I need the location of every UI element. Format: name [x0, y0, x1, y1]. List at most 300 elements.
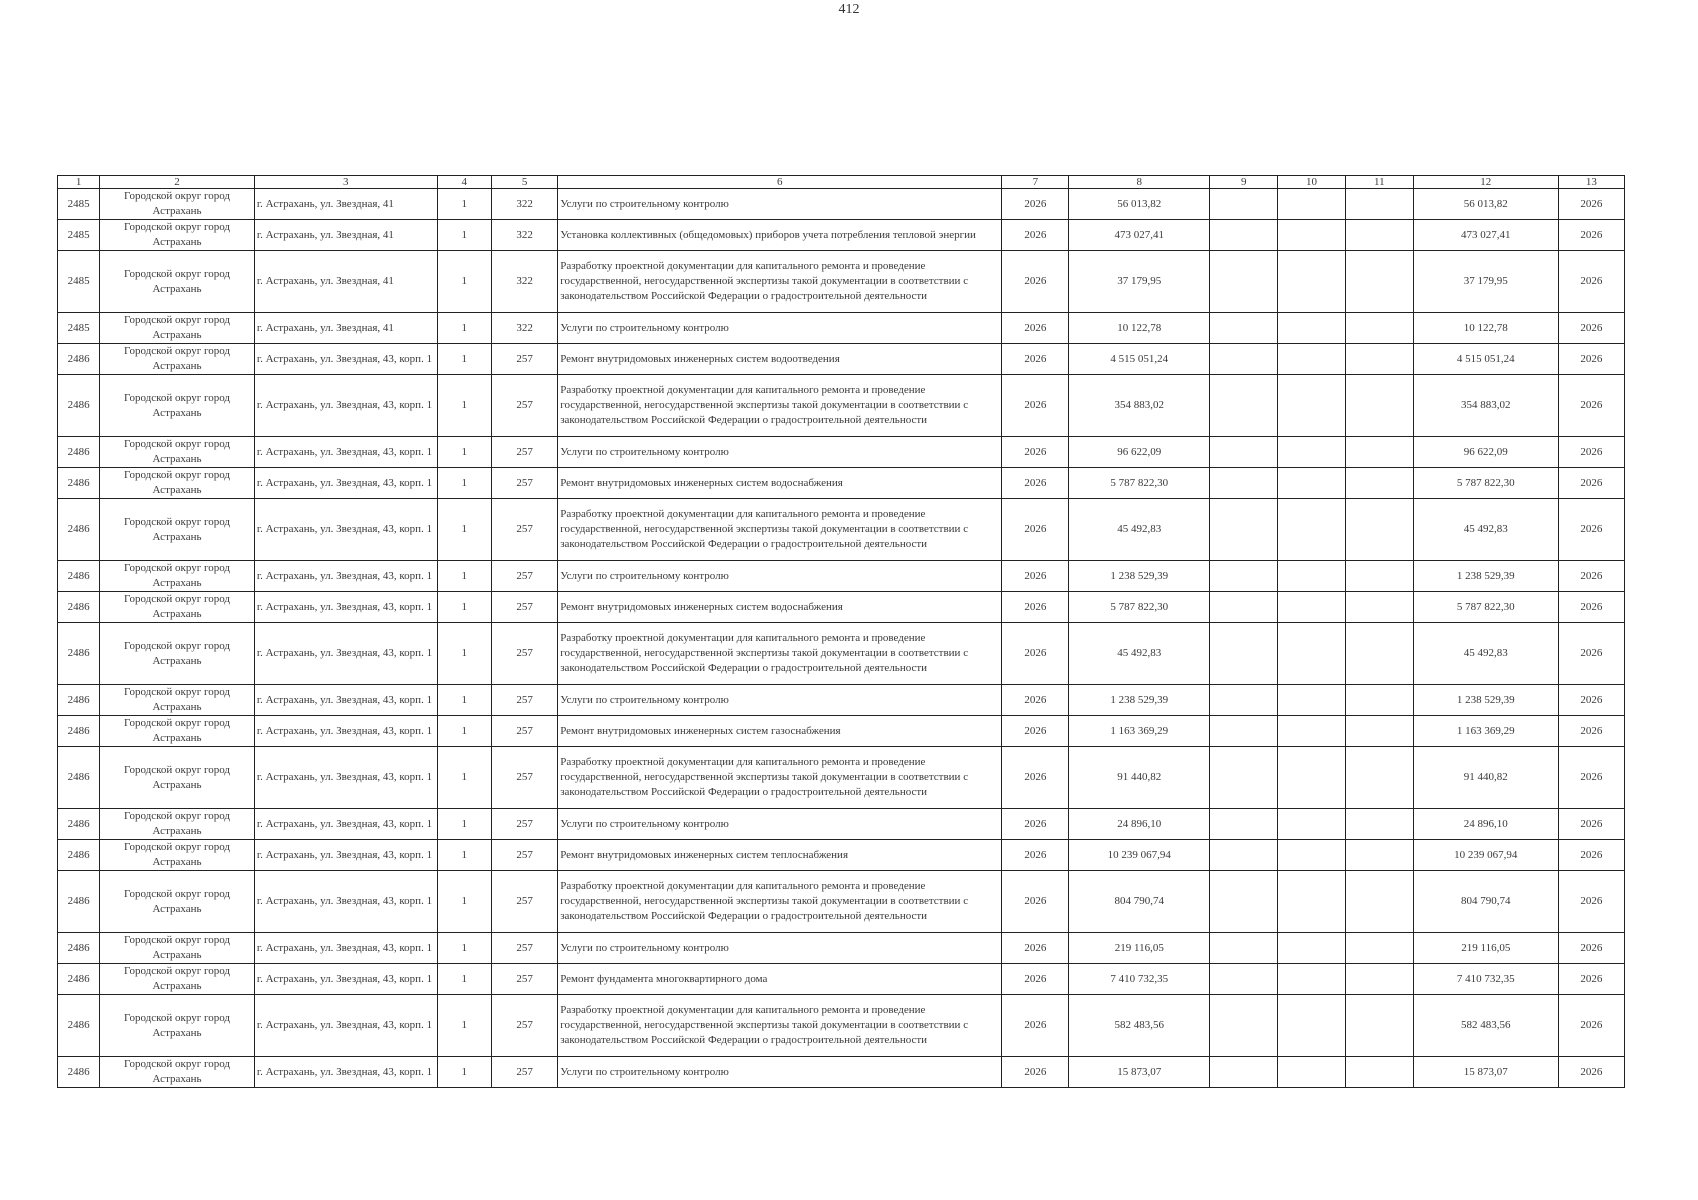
column-9-cell — [1210, 499, 1278, 561]
total-cell: 45 492,83 — [1413, 499, 1558, 561]
address-cell: г. Астрахань, ул. Звездная, 43, корп. 1 — [254, 468, 437, 499]
column-header: 11 — [1345, 176, 1413, 189]
column-5-cell: 322 — [491, 313, 557, 344]
year-cell: 2026 — [1002, 375, 1069, 437]
address-cell: г. Астрахань, ул. Звездная, 41 — [254, 220, 437, 251]
table-row — [58, 375, 1625, 437]
work-type-cell: Ремонт внутридомовых инженерных систем водоснабжения — [558, 468, 1002, 499]
column-10-cell — [1278, 995, 1345, 1057]
municipality-cell: Городской округ город Астрахань — [100, 189, 255, 220]
column-11-cell — [1345, 933, 1413, 964]
page-number: 412 — [838, 2, 860, 17]
column-5-cell: 257 — [491, 437, 557, 468]
column-10-cell — [1278, 189, 1345, 220]
column-11-cell — [1345, 344, 1413, 375]
row-number: 2486 — [58, 437, 100, 468]
column-10-cell — [1278, 375, 1345, 437]
row-number: 2486 — [58, 685, 100, 716]
year-cell: 2026 — [1002, 499, 1069, 561]
end-year-cell: 2026 — [1558, 747, 1624, 809]
column-11-cell — [1345, 840, 1413, 871]
column-11-cell — [1345, 871, 1413, 933]
cost-cell: 10 122,78 — [1069, 313, 1210, 344]
municipality-cell: Городской округ город Астрахань — [100, 964, 255, 995]
municipality-cell: Городской округ город Астрахань — [100, 499, 255, 561]
municipality-cell: Городской округ город Астрахань — [100, 251, 255, 313]
column-header: 1 — [58, 176, 100, 189]
end-year-cell: 2026 — [1558, 468, 1624, 499]
column-5-cell: 257 — [491, 871, 557, 933]
address-cell: г. Астрахань, ул. Звездная, 43, корп. 1 — [254, 561, 437, 592]
work-type-cell: Услуги по строительному контролю — [558, 561, 1002, 592]
column-9-cell — [1210, 685, 1278, 716]
table-row — [58, 871, 1625, 933]
column-11-cell — [1345, 623, 1413, 685]
address-cell: г. Астрахань, ул. Звездная, 43, корп. 1 — [254, 840, 437, 871]
column-10-cell — [1278, 437, 1345, 468]
cost-cell: 804 790,74 — [1069, 871, 1210, 933]
table-row — [58, 344, 1625, 375]
column-4-cell: 1 — [437, 251, 491, 313]
column-5-cell: 322 — [491, 251, 557, 313]
column-5-cell: 257 — [491, 685, 557, 716]
municipality-cell: Городской округ город Астрахань — [100, 995, 255, 1057]
total-cell: 582 483,56 — [1413, 995, 1558, 1057]
end-year-cell: 2026 — [1558, 499, 1624, 561]
header-row — [58, 176, 1625, 189]
column-9-cell — [1210, 437, 1278, 468]
year-cell: 2026 — [1002, 716, 1069, 747]
column-4-cell: 1 — [437, 344, 491, 375]
column-5-cell: 257 — [491, 344, 557, 375]
column-9-cell — [1210, 220, 1278, 251]
column-5-cell: 257 — [491, 964, 557, 995]
column-header: 7 — [1002, 176, 1069, 189]
cost-cell: 1 238 529,39 — [1069, 685, 1210, 716]
table-row — [58, 1057, 1625, 1088]
year-cell: 2026 — [1002, 437, 1069, 468]
end-year-cell: 2026 — [1558, 561, 1624, 592]
column-11-cell — [1345, 964, 1413, 995]
end-year-cell: 2026 — [1558, 809, 1624, 840]
cost-cell: 56 013,82 — [1069, 189, 1210, 220]
table-row — [58, 995, 1625, 1057]
column-4-cell: 1 — [437, 623, 491, 685]
cost-cell: 1 163 369,29 — [1069, 716, 1210, 747]
column-5-cell: 257 — [491, 716, 557, 747]
cost-cell: 10 239 067,94 — [1069, 840, 1210, 871]
year-cell: 2026 — [1002, 189, 1069, 220]
column-4-cell: 1 — [437, 747, 491, 809]
column-header: 13 — [1558, 176, 1624, 189]
municipality-cell: Городской округ город Астрахань — [100, 220, 255, 251]
end-year-cell: 2026 — [1558, 313, 1624, 344]
column-10-cell — [1278, 716, 1345, 747]
total-cell: 15 873,07 — [1413, 1057, 1558, 1088]
work-type-cell: Ремонт фундамента многоквартирного дома — [558, 964, 1002, 995]
column-4-cell: 1 — [437, 592, 491, 623]
column-10-cell — [1278, 685, 1345, 716]
cost-cell: 4 515 051,24 — [1069, 344, 1210, 375]
year-cell: 2026 — [1002, 840, 1069, 871]
work-type-cell: Ремонт внутридомовых инженерных систем водоотведения — [558, 344, 1002, 375]
municipality-cell: Городской округ город Астрахань — [100, 747, 255, 809]
year-cell: 2026 — [1002, 1057, 1069, 1088]
year-cell: 2026 — [1002, 344, 1069, 375]
column-4-cell: 1 — [437, 220, 491, 251]
work-type-cell: Услуги по строительному контролю — [558, 437, 1002, 468]
work-type-cell: Разработку проектной документации для капитального ремонта и проведение государственной, негосударственной экспертизы такой документации в соответствии с законодательством Российской Федерации о градостроительной деятельности — [558, 623, 1002, 685]
column-9-cell — [1210, 592, 1278, 623]
end-year-cell: 2026 — [1558, 344, 1624, 375]
row-number: 2486 — [58, 592, 100, 623]
row-number: 2486 — [58, 716, 100, 747]
column-4-cell: 1 — [437, 685, 491, 716]
year-cell: 2026 — [1002, 468, 1069, 499]
column-4-cell: 1 — [437, 933, 491, 964]
row-number: 2486 — [58, 995, 100, 1057]
end-year-cell: 2026 — [1558, 592, 1624, 623]
municipality-cell: Городской округ город Астрахань — [100, 1057, 255, 1088]
column-4-cell: 1 — [437, 1057, 491, 1088]
municipality-cell: Городской округ город Астрахань — [100, 716, 255, 747]
table-row — [58, 499, 1625, 561]
table-row — [58, 747, 1625, 809]
table-row — [58, 437, 1625, 468]
table-row — [58, 840, 1625, 871]
total-cell: 96 622,09 — [1413, 437, 1558, 468]
column-4-cell: 1 — [437, 189, 491, 220]
work-type-cell: Ремонт внутридомовых инженерных систем теплоснабжения — [558, 840, 1002, 871]
row-number: 2486 — [58, 840, 100, 871]
column-5-cell: 257 — [491, 561, 557, 592]
total-cell: 804 790,74 — [1413, 871, 1558, 933]
column-4-cell: 1 — [437, 840, 491, 871]
total-cell: 354 883,02 — [1413, 375, 1558, 437]
column-4-cell: 1 — [437, 561, 491, 592]
row-number: 2486 — [58, 468, 100, 499]
address-cell: г. Астрахань, ул. Звездная, 41 — [254, 313, 437, 344]
cost-cell: 354 883,02 — [1069, 375, 1210, 437]
address-cell: г. Астрахань, ул. Звездная, 43, корп. 1 — [254, 592, 437, 623]
column-9-cell — [1210, 871, 1278, 933]
column-4-cell: 1 — [437, 313, 491, 344]
end-year-cell: 2026 — [1558, 437, 1624, 468]
row-number: 2486 — [58, 623, 100, 685]
column-4-cell: 1 — [437, 809, 491, 840]
row-number: 2486 — [58, 871, 100, 933]
column-11-cell — [1345, 592, 1413, 623]
column-10-cell — [1278, 592, 1345, 623]
column-10-cell — [1278, 840, 1345, 871]
column-4-cell: 1 — [437, 468, 491, 499]
year-cell: 2026 — [1002, 220, 1069, 251]
work-type-cell: Разработку проектной документации для капитального ремонта и проведение государственной, негосударственной экспертизы такой документации в соответствии с законодательством Российской Федерации о градостроительной деятельности — [558, 251, 1002, 313]
work-type-cell: Услуги по строительному контролю — [558, 1057, 1002, 1088]
column-9-cell — [1210, 375, 1278, 437]
column-4-cell: 1 — [437, 716, 491, 747]
address-cell: г. Астрахань, ул. Звездная, 43, корп. 1 — [254, 933, 437, 964]
table-row — [58, 623, 1625, 685]
work-type-cell: Услуги по строительному контролю — [558, 809, 1002, 840]
year-cell: 2026 — [1002, 809, 1069, 840]
table-row — [58, 220, 1625, 251]
table-row — [58, 313, 1625, 344]
column-5-cell: 257 — [491, 995, 557, 1057]
address-cell: г. Астрахань, ул. Звездная, 43, корп. 1 — [254, 716, 437, 747]
column-9-cell — [1210, 964, 1278, 995]
column-10-cell — [1278, 871, 1345, 933]
column-5-cell: 257 — [491, 468, 557, 499]
year-cell: 2026 — [1002, 313, 1069, 344]
column-5-cell: 257 — [491, 809, 557, 840]
column-11-cell — [1345, 747, 1413, 809]
year-cell: 2026 — [1002, 871, 1069, 933]
table-row — [58, 809, 1625, 840]
column-9-cell — [1210, 747, 1278, 809]
column-9-cell — [1210, 1057, 1278, 1088]
municipality-cell: Городской округ город Астрахань — [100, 840, 255, 871]
row-number: 2486 — [58, 933, 100, 964]
year-cell: 2026 — [1002, 995, 1069, 1057]
end-year-cell: 2026 — [1558, 623, 1624, 685]
table-row — [58, 189, 1625, 220]
column-10-cell — [1278, 809, 1345, 840]
column-5-cell: 257 — [491, 592, 557, 623]
column-header: 2 — [100, 176, 255, 189]
column-9-cell — [1210, 840, 1278, 871]
cost-cell: 5 787 822,30 — [1069, 468, 1210, 499]
column-10-cell — [1278, 623, 1345, 685]
end-year-cell: 2026 — [1558, 220, 1624, 251]
row-number: 2486 — [58, 344, 100, 375]
address-cell: г. Астрахань, ул. Звездная, 43, корп. 1 — [254, 344, 437, 375]
column-10-cell — [1278, 964, 1345, 995]
column-9-cell — [1210, 716, 1278, 747]
column-11-cell — [1345, 561, 1413, 592]
column-5-cell: 257 — [491, 623, 557, 685]
column-4-cell: 1 — [437, 995, 491, 1057]
address-cell: г. Астрахань, ул. Звездная, 43, корп. 1 — [254, 964, 437, 995]
column-4-cell: 1 — [437, 437, 491, 468]
work-type-cell: Услуги по строительному контролю — [558, 313, 1002, 344]
column-5-cell: 257 — [491, 1057, 557, 1088]
column-5-cell: 257 — [491, 747, 557, 809]
end-year-cell: 2026 — [1558, 375, 1624, 437]
column-header: 8 — [1069, 176, 1210, 189]
column-5-cell: 322 — [491, 189, 557, 220]
cost-cell: 45 492,83 — [1069, 623, 1210, 685]
row-number: 2486 — [58, 499, 100, 561]
column-10-cell — [1278, 561, 1345, 592]
address-cell: г. Астрахань, ул. Звездная, 43, корп. 1 — [254, 685, 437, 716]
column-11-cell — [1345, 189, 1413, 220]
end-year-cell: 2026 — [1558, 871, 1624, 933]
table-row — [58, 933, 1625, 964]
work-type-cell: Разработку проектной документации для капитального ремонта и проведение государственной, негосударственной экспертизы такой документации в соответствии с законодательством Российской Федерации о градостроительной деятельности — [558, 995, 1002, 1057]
column-10-cell — [1278, 747, 1345, 809]
column-9-cell — [1210, 189, 1278, 220]
address-cell: г. Астрахань, ул. Звездная, 43, корп. 1 — [254, 437, 437, 468]
municipality-cell: Городской округ город Астрахань — [100, 871, 255, 933]
total-cell: 1 238 529,39 — [1413, 561, 1558, 592]
end-year-cell: 2026 — [1558, 1057, 1624, 1088]
row-number: 2485 — [58, 251, 100, 313]
cost-cell: 1 238 529,39 — [1069, 561, 1210, 592]
column-5-cell: 257 — [491, 933, 557, 964]
total-cell: 473 027,41 — [1413, 220, 1558, 251]
end-year-cell: 2026 — [1558, 840, 1624, 871]
municipality-cell: Городской округ город Астрахань — [100, 437, 255, 468]
total-cell: 1 163 369,29 — [1413, 716, 1558, 747]
total-cell: 7 410 732,35 — [1413, 964, 1558, 995]
row-number: 2485 — [58, 189, 100, 220]
column-4-cell: 1 — [437, 871, 491, 933]
work-type-cell: Разработку проектной документации для капитального ремонта и проведение государственной, негосударственной экспертизы такой документации в соответствии с законодательством Российской Федерации о градостроительной деятельности — [558, 747, 1002, 809]
address-cell: г. Астрахань, ул. Звездная, 41 — [254, 189, 437, 220]
total-cell: 5 787 822,30 — [1413, 592, 1558, 623]
column-11-cell — [1345, 685, 1413, 716]
address-cell: г. Астрахань, ул. Звездная, 43, корп. 1 — [254, 809, 437, 840]
cost-cell: 24 896,10 — [1069, 809, 1210, 840]
column-11-cell — [1345, 1057, 1413, 1088]
total-cell: 45 492,83 — [1413, 623, 1558, 685]
column-11-cell — [1345, 499, 1413, 561]
column-9-cell — [1210, 561, 1278, 592]
municipality-cell: Городской округ город Астрахань — [100, 933, 255, 964]
total-cell: 91 440,82 — [1413, 747, 1558, 809]
year-cell: 2026 — [1002, 623, 1069, 685]
address-cell: г. Астрахань, ул. Звездная, 43, корп. 1 — [254, 871, 437, 933]
cost-cell: 45 492,83 — [1069, 499, 1210, 561]
address-cell: г. Астрахань, ул. Звездная, 43, корп. 1 — [254, 1057, 437, 1088]
column-10-cell — [1278, 313, 1345, 344]
row-number: 2486 — [58, 375, 100, 437]
municipality-cell: Городской округ город Астрахань — [100, 623, 255, 685]
total-cell: 5 787 822,30 — [1413, 468, 1558, 499]
work-type-cell: Разработку проектной документации для капитального ремонта и проведение государственной, негосударственной экспертизы такой документации в соответствии с законодательством Российской Федерации о градостроительной деятельности — [558, 499, 1002, 561]
column-4-cell: 1 — [437, 499, 491, 561]
cost-cell: 15 873,07 — [1069, 1057, 1210, 1088]
work-type-cell: Услуги по строительному контролю — [558, 189, 1002, 220]
row-number: 2485 — [58, 220, 100, 251]
address-cell: г. Астрахань, ул. Звездная, 41 — [254, 251, 437, 313]
column-9-cell — [1210, 623, 1278, 685]
column-11-cell — [1345, 375, 1413, 437]
column-header: 12 — [1413, 176, 1558, 189]
cost-cell: 473 027,41 — [1069, 220, 1210, 251]
table-row — [58, 468, 1625, 499]
column-5-cell: 322 — [491, 220, 557, 251]
total-cell: 56 013,82 — [1413, 189, 1558, 220]
municipality-cell: Городской округ город Астрахань — [100, 344, 255, 375]
work-type-cell: Разработку проектной документации для капитального ремонта и проведение государственной, негосударственной экспертизы такой документации в соответствии с законодательством Российской Федерации о градостроительной деятельности — [558, 871, 1002, 933]
column-10-cell — [1278, 499, 1345, 561]
work-type-cell: Ремонт внутридомовых инженерных систем водоснабжения — [558, 592, 1002, 623]
total-cell: 4 515 051,24 — [1413, 344, 1558, 375]
cost-cell: 219 116,05 — [1069, 933, 1210, 964]
column-9-cell — [1210, 995, 1278, 1057]
total-cell: 10 122,78 — [1413, 313, 1558, 344]
work-type-cell: Ремонт внутридомовых инженерных систем газоснабжения — [558, 716, 1002, 747]
municipality-cell: Городской округ город Астрахань — [100, 561, 255, 592]
column-11-cell — [1345, 220, 1413, 251]
column-header: 10 — [1278, 176, 1345, 189]
column-10-cell — [1278, 251, 1345, 313]
year-cell: 2026 — [1002, 592, 1069, 623]
year-cell: 2026 — [1002, 561, 1069, 592]
address-cell: г. Астрахань, ул. Звездная, 43, корп. 1 — [254, 747, 437, 809]
column-5-cell: 257 — [491, 499, 557, 561]
column-9-cell — [1210, 251, 1278, 313]
column-9-cell — [1210, 468, 1278, 499]
end-year-cell: 2026 — [1558, 964, 1624, 995]
column-header: 9 — [1210, 176, 1278, 189]
end-year-cell: 2026 — [1558, 933, 1624, 964]
total-cell: 219 116,05 — [1413, 933, 1558, 964]
cost-cell: 7 410 732,35 — [1069, 964, 1210, 995]
cost-cell: 91 440,82 — [1069, 747, 1210, 809]
table-row — [58, 251, 1625, 313]
end-year-cell: 2026 — [1558, 995, 1624, 1057]
column-header: 5 — [491, 176, 557, 189]
column-9-cell — [1210, 809, 1278, 840]
municipality-cell: Городской округ город Астрахань — [100, 809, 255, 840]
column-header: 6 — [558, 176, 1002, 189]
column-9-cell — [1210, 933, 1278, 964]
year-cell: 2026 — [1002, 933, 1069, 964]
column-10-cell — [1278, 1057, 1345, 1088]
table-row — [58, 561, 1625, 592]
column-9-cell — [1210, 313, 1278, 344]
column-11-cell — [1345, 313, 1413, 344]
row-number: 2486 — [58, 561, 100, 592]
total-cell: 24 896,10 — [1413, 809, 1558, 840]
column-4-cell: 1 — [437, 964, 491, 995]
municipality-cell: Городской округ город Астрахань — [100, 592, 255, 623]
table-row — [58, 592, 1625, 623]
column-11-cell — [1345, 995, 1413, 1057]
work-type-cell: Услуги по строительному контролю — [558, 685, 1002, 716]
column-10-cell — [1278, 220, 1345, 251]
work-type-cell: Установка коллективных (общедомовых) приборов учета потребления тепловой энергии — [558, 220, 1002, 251]
municipality-cell: Городской округ город Астрахань — [100, 375, 255, 437]
table-row — [58, 964, 1625, 995]
column-9-cell — [1210, 344, 1278, 375]
table-row — [58, 716, 1625, 747]
column-header: 3 — [254, 176, 437, 189]
municipality-cell: Городской округ город Астрахань — [100, 685, 255, 716]
end-year-cell: 2026 — [1558, 189, 1624, 220]
column-header: 4 — [437, 176, 491, 189]
cost-cell: 582 483,56 — [1069, 995, 1210, 1057]
cost-cell: 5 787 822,30 — [1069, 592, 1210, 623]
column-11-cell — [1345, 716, 1413, 747]
column-5-cell: 257 — [491, 840, 557, 871]
cost-cell: 96 622,09 — [1069, 437, 1210, 468]
year-cell: 2026 — [1002, 251, 1069, 313]
work-type-cell: Разработку проектной документации для капитального ремонта и проведение государственной, негосударственной экспертизы такой документации в соответствии с законодательством Российской Федерации о градостроительной деятельности — [558, 375, 1002, 437]
address-cell: г. Астрахань, ул. Звездная, 43, корп. 1 — [254, 375, 437, 437]
registry-table — [57, 175, 1625, 1088]
column-11-cell — [1345, 468, 1413, 499]
end-year-cell: 2026 — [1558, 685, 1624, 716]
row-number: 2486 — [58, 747, 100, 809]
year-cell: 2026 — [1002, 964, 1069, 995]
total-cell: 10 239 067,94 — [1413, 840, 1558, 871]
column-11-cell — [1345, 251, 1413, 313]
work-type-cell: Услуги по строительному контролю — [558, 933, 1002, 964]
